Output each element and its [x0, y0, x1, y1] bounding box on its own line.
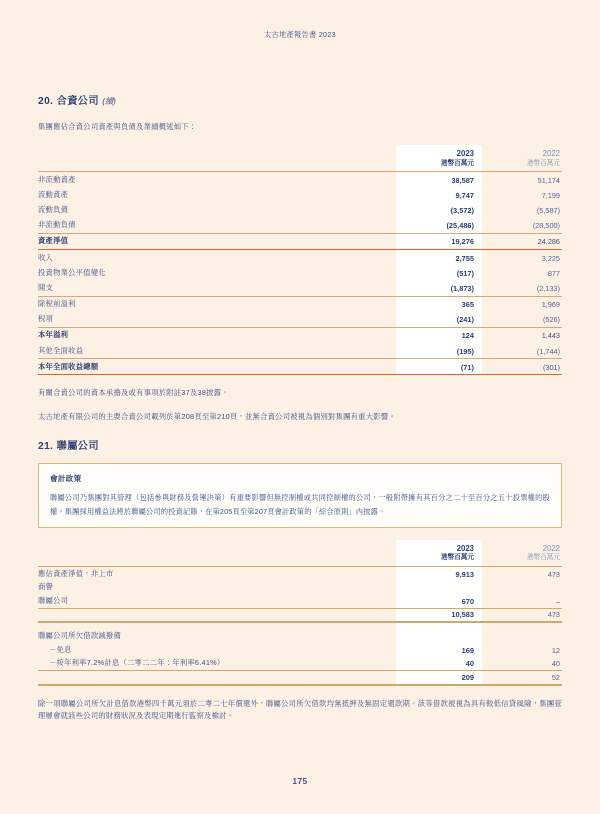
row-value-2023: 40 — [396, 656, 482, 670]
row-value-2022: (526) — [482, 312, 562, 328]
row-label: 聯屬公司 — [38, 594, 396, 608]
row-value-2022: – — [482, 594, 562, 608]
header-2022-unit: 港幣百萬元 — [527, 554, 560, 562]
table-row — [38, 643, 562, 657]
gap-cell — [482, 622, 562, 629]
row-label: －按年利率7.2%計息（二零二二年：年利率6.41%） — [38, 656, 396, 670]
header-2022-year: 2022 — [542, 149, 560, 158]
section-21-heading — [38, 441, 562, 453]
row-label: 投資物業公平值變化 — [38, 267, 106, 277]
section-21-title: 聯屬公司 — [56, 440, 99, 452]
row-label: 流動負債 — [38, 204, 69, 214]
row-label: 除稅前溢利 — [38, 299, 76, 309]
table-header-row — [38, 540, 562, 567]
table-row — [38, 280, 562, 296]
row-value-2023: 124 — [396, 327, 482, 343]
row-value-2023: 169 — [396, 643, 482, 657]
header-spacer — [38, 145, 396, 172]
row-label: 本年全面收益總額 — [38, 359, 396, 375]
row-value-2022: (28,500) — [482, 218, 562, 234]
row-value-2022: 473 — [547, 569, 560, 579]
table-gap — [38, 622, 562, 629]
row-value-2023: 670 — [396, 594, 482, 608]
row-value-2022: 51,174 — [537, 175, 560, 185]
table-row — [38, 172, 562, 188]
row-value-2022: 473 — [482, 608, 562, 622]
row-value-2023 — [396, 580, 482, 594]
row-label: －免息 — [49, 644, 72, 654]
row-label — [38, 608, 396, 622]
row-value-2022: 12 — [551, 645, 560, 655]
row-label: 資產淨值 — [38, 233, 396, 249]
table-row-total — [38, 233, 562, 249]
row-value-2023 — [396, 629, 482, 643]
row-value-2022: (1,744) — [482, 343, 562, 359]
header-2022 — [482, 540, 562, 567]
row-value-2022: 7,199 — [541, 190, 560, 200]
table-row — [38, 202, 562, 217]
row-value-2023: 209 — [396, 670, 482, 684]
row-value-2022 — [482, 580, 562, 594]
table-row-subheader — [38, 580, 562, 594]
row-label — [38, 670, 396, 684]
row-value-2023: (71) — [396, 359, 482, 375]
accounting-policy-text: 聯屬公司乃集團對其管理（包括參與財務及營運決策）有重要影響但無控制權或共同控制權的公司，一般附帶擁有其百分之二十至百分之五十投票權的股權。集團採用權益法將於聯屬公司的投資記賬，在第205頁至第207頁會計政策的「綜合原則」內披露。 — [50, 493, 550, 516]
table-header-row — [38, 145, 562, 172]
table-row — [38, 312, 562, 328]
gap-cell — [396, 622, 482, 629]
section-20-note-2: 太古地產有限公司的主要合資公司載列於第208頁至第210頁，並無合資公司被視為個別對集團有重大影響。 — [38, 412, 396, 422]
table-row — [38, 656, 562, 670]
row-value-2023: 38,587 — [396, 172, 482, 188]
header-spacer — [38, 540, 396, 567]
row-value-2023: (3,572) — [396, 202, 482, 217]
section-20-note-1: 有關合資公司的資本承擔及或有事項於附註37及38披露。 — [38, 388, 229, 398]
table-row — [38, 187, 562, 202]
row-value-2022: (5,587) — [536, 205, 560, 215]
accounting-policy-title: 會計政策 — [50, 474, 82, 484]
joint-ventures-table — [38, 145, 562, 375]
row-label: 非流動資產 — [38, 174, 76, 184]
associates-table — [38, 540, 562, 686]
table-row — [38, 249, 562, 265]
gap-cell — [38, 622, 396, 629]
section-20-number: 20. — [38, 96, 54, 107]
table-row — [38, 296, 562, 312]
row-value-2022: 1,443 — [541, 331, 560, 341]
header-2023 — [396, 540, 482, 567]
row-label: 其他全面收益 — [38, 343, 396, 359]
row-value-2022: (301) — [482, 359, 562, 375]
section-20-intro: 集團應佔合資公司資產與負債及業績概述如下： — [38, 122, 197, 132]
header-2023 — [396, 145, 482, 172]
header-2022 — [482, 145, 562, 172]
row-value-2022: 877 — [547, 268, 560, 278]
row-label: 聯屬公司所欠借款減撥備 — [38, 631, 122, 640]
row-value-2023: 9,747 — [396, 187, 482, 202]
row-value-2022: 1,969 — [541, 300, 560, 310]
table-row-total — [38, 670, 562, 684]
row-label: 商譽 — [38, 582, 54, 592]
row-label: 應佔資產淨值，非上市 — [38, 568, 114, 578]
row-value-2023: (1,873) — [396, 280, 482, 296]
table-row-subheader — [38, 629, 562, 643]
row-value-2022: 3,225 — [541, 253, 560, 263]
page-number: 175 — [292, 776, 308, 786]
header-2023-unit: 港幣百萬元 — [441, 159, 474, 167]
row-label: 流動資產 — [38, 189, 69, 199]
header-2023-year: 2023 — [456, 543, 474, 553]
row-value-2022: 52 — [482, 670, 562, 684]
table-row — [38, 343, 562, 359]
row-value-2023: 365 — [396, 296, 482, 312]
row-value-2023: (25,486) — [396, 218, 482, 234]
section-20-title: 合資公司 — [56, 96, 99, 107]
row-value-2023: 2,755 — [396, 249, 482, 265]
section-21-number: 21. — [38, 440, 54, 452]
header-2023-unit: 港幣百萬元 — [441, 554, 474, 562]
table-row — [38, 265, 562, 280]
row-value-2023: 19,276 — [396, 233, 482, 249]
row-value-2022: 40 — [482, 656, 562, 670]
row-value-2023: (517) — [396, 265, 482, 280]
header-2022-unit: 港幣百萬元 — [527, 159, 560, 167]
row-value-2023: (241) — [396, 312, 482, 328]
row-label: 開支 — [38, 280, 396, 296]
section-21-note-1: 除一項聯屬公司所欠計息借款港幣四千萬元須於二零二七年償還外，聯屬公司所欠借款均無抵押及無固定還款期。該等借款被視為具有較低信貸風險，集團管理層會就該些公司的財務狀況及表現定期進行監察及檢討。 — [38, 698, 562, 721]
table-row-total — [38, 359, 562, 375]
row-label: 收入 — [38, 252, 54, 262]
accounting-policy-box — [38, 463, 562, 528]
row-label: 稅項 — [38, 312, 396, 328]
row-value-2023: (195) — [396, 343, 482, 359]
row-value-2022 — [482, 629, 562, 643]
page-content — [38, 96, 562, 734]
row-label: 本年溢利 — [38, 330, 69, 340]
header-2022-year: 2022 — [542, 543, 560, 553]
table-row — [38, 566, 562, 580]
table-row — [38, 594, 562, 608]
row-value-2023: 10,583 — [396, 608, 482, 622]
table-row — [38, 218, 562, 234]
row-value-2023: 9,913 — [396, 566, 482, 580]
section-20-continued: (續) — [102, 97, 116, 106]
header-2023-year: 2023 — [456, 149, 474, 158]
row-label: 非流動負債 — [38, 218, 396, 234]
running-header: 太古地產報告書 2023 — [264, 30, 336, 39]
section-20-heading — [38, 96, 562, 108]
row-value-2022: (2,133) — [482, 280, 562, 296]
table-row — [38, 327, 562, 343]
row-value-2022: 24,286 — [482, 233, 562, 249]
table-row-total — [38, 608, 562, 622]
